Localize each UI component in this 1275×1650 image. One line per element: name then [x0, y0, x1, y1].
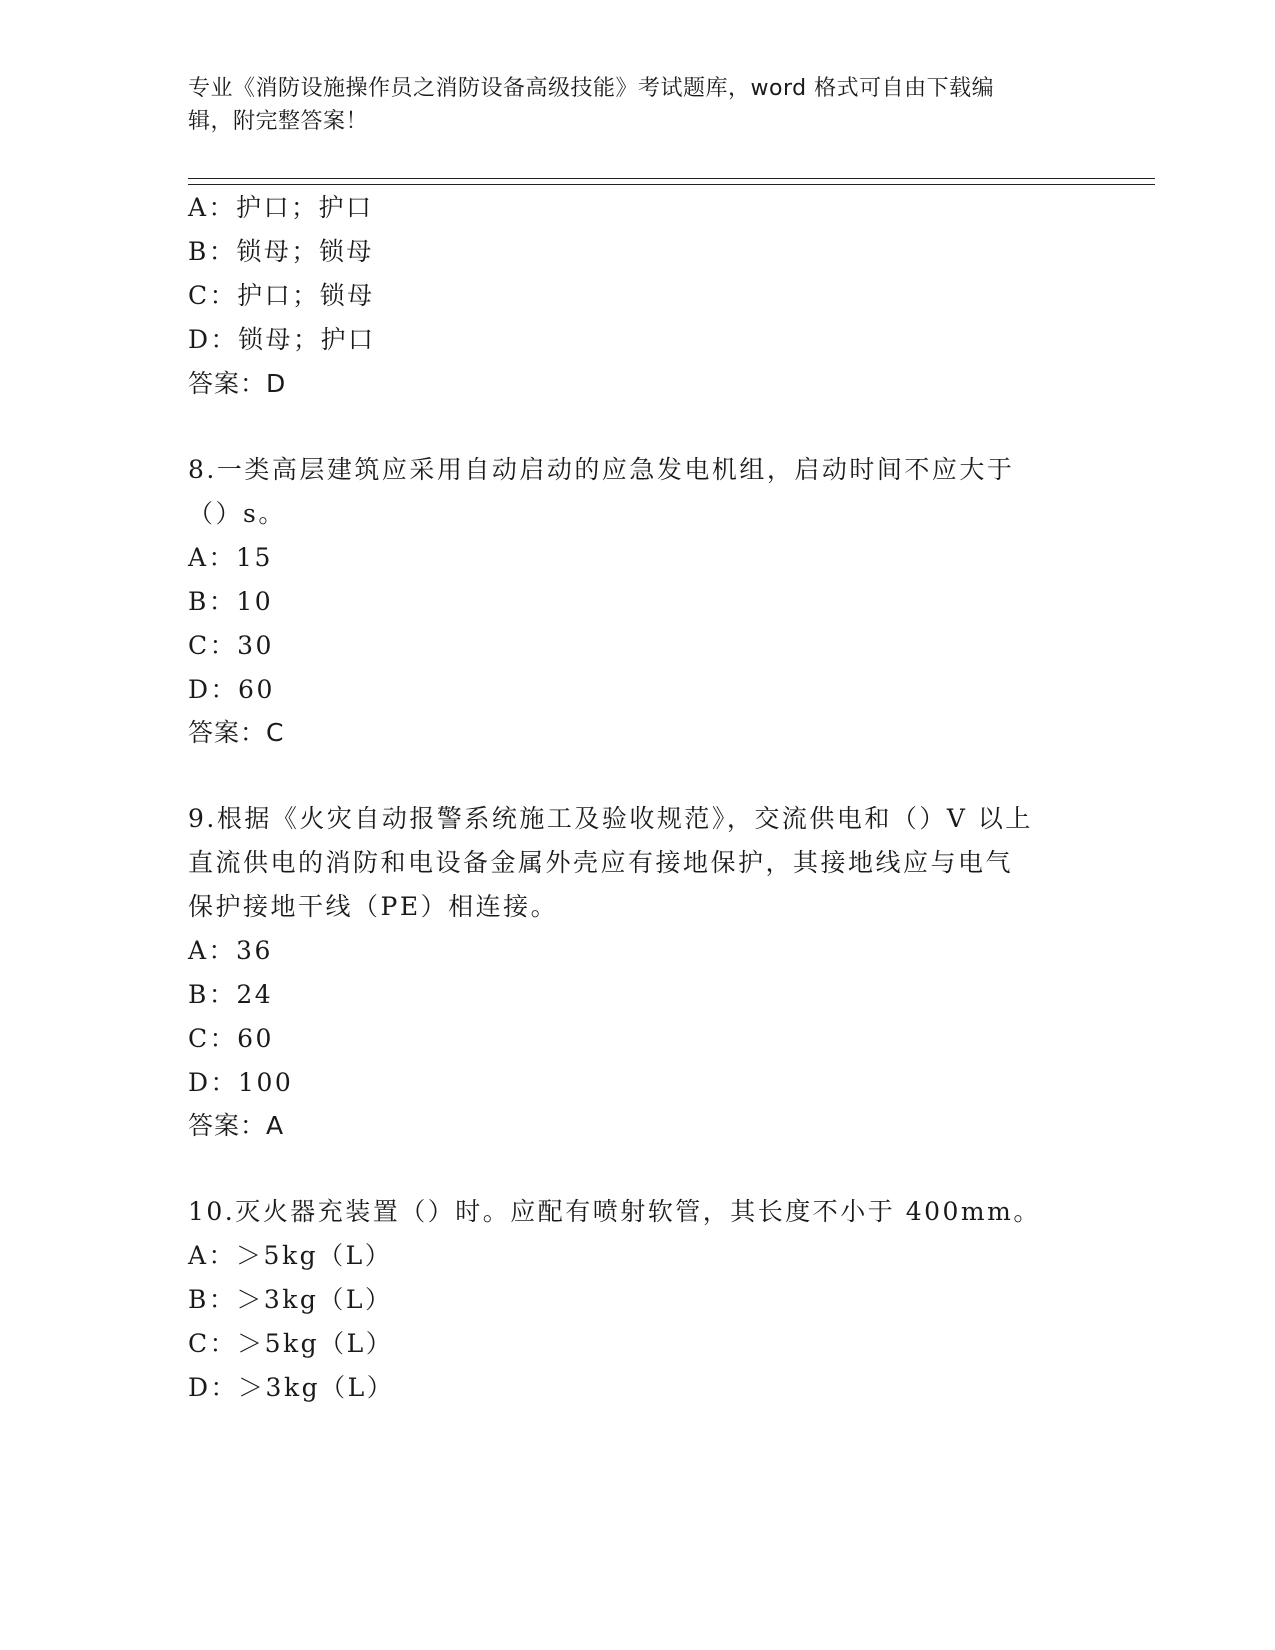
q9-stem-line-2: 直流供电的消防和电设备金属外壳应有接地保护，其接地线应与电气	[188, 848, 1014, 877]
document-header	[188, 72, 1088, 138]
q9-option-a: A：36	[188, 936, 273, 965]
q9-option-b: B：24	[188, 980, 274, 1009]
header-divider-bottom	[188, 184, 1155, 185]
q10-stem-line-1: 10.灭火器充装置（）时。应配有喷射软管，其长度不小于 400mm。	[188, 1197, 1041, 1226]
q10-option-c: C：＞5kg（L）	[188, 1329, 394, 1358]
header-divider-top	[188, 178, 1155, 179]
prev-option-d: D：锁母；护口	[188, 325, 376, 354]
q9-option-c: C：60	[188, 1024, 274, 1053]
q8-stem-line-1: 8.一类高层建筑应采用自动启动的应急发电机组，启动时间不应大于	[188, 455, 1015, 484]
header-line-1: 专业《消防设施操作员之消防设备高级技能》考试题库，word 格式可自由下载编	[188, 76, 995, 101]
q8-option-b: B：10	[188, 587, 274, 616]
prev-option-a: A：护口；护口	[188, 193, 374, 222]
q8-stem-line-2: （）s。	[188, 499, 286, 528]
q9-stem-line-3: 保护接地干线（PE）相连接。	[188, 892, 559, 921]
q8-option-d: D：60	[188, 675, 275, 704]
q10-option-a: A：＞5kg（L）	[188, 1241, 393, 1270]
q9-answer: 答案：A	[188, 1111, 285, 1140]
prev-option-b: B：锁母；锁母	[188, 237, 374, 266]
q9-stem-line-1: 9.根据《火灾自动报警系统施工及验收规范》，交流供电和（）V 以上	[188, 804, 1033, 833]
q10-option-b: B：＞3kg（L）	[188, 1285, 393, 1314]
q9-option-d: D：100	[188, 1068, 294, 1097]
q8-option-a: A：15	[188, 543, 273, 572]
header-line-2: 辑，附完整答案！	[188, 109, 369, 134]
q8-answer: 答案：C	[188, 718, 285, 747]
prev-answer: 答案：D	[188, 369, 287, 398]
prev-option-c: C：护口；锁母	[188, 281, 375, 310]
q10-option-d: D：＞3kg（L）	[188, 1373, 395, 1402]
q8-option-c: C：30	[188, 631, 274, 660]
